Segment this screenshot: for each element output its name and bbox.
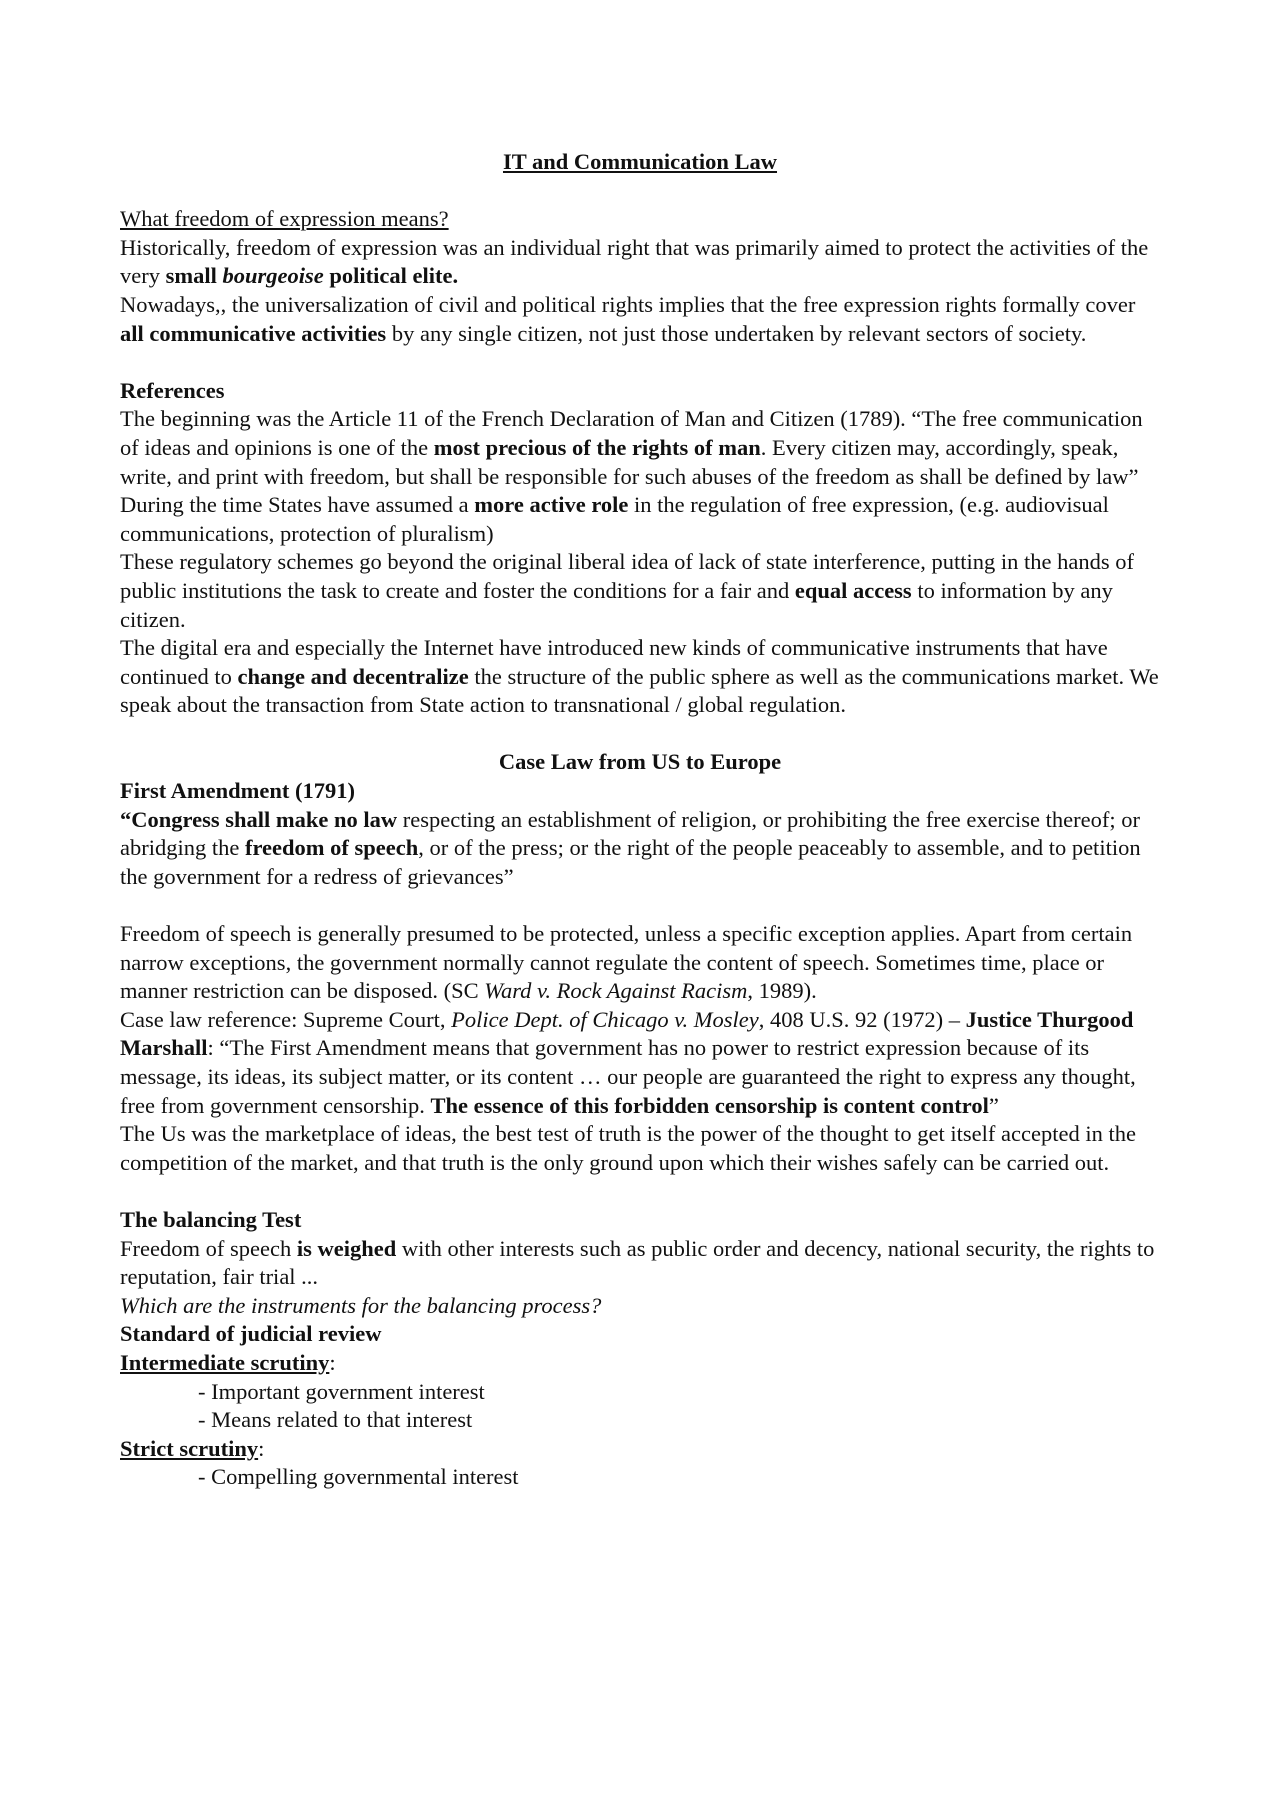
bold-run: Justice Thurgood Marshall (120, 1006, 1134, 1061)
text-run: the structure of the public sphere as well as the communications market. We speak about the transaction from State action to transnational / global regulation. (120, 663, 1159, 718)
bold-run: change and decentralize (237, 663, 469, 689)
bold-run: small (165, 263, 223, 289)
list-item: - Compelling governmental interest (198, 1464, 519, 1490)
paragraph-nowadays (120, 291, 1160, 348)
document-title: IT and Communication Law (502, 149, 778, 174)
section-heading-references: References (120, 377, 225, 403)
text-run: by any single citizen, not just those undertaken by relevant sectors of society. (386, 320, 1087, 346)
paragraph-case-law-reference (120, 1006, 1160, 1120)
text-run: Freedom of speech is generally presumed to be protected, unless a specific exception applies. Apart from certain narrow exceptions, the government normally cannot regulate the content of speech. Sometimes time, place or manner restriction can be disposed. (SC (120, 921, 1133, 1004)
text-run: The digital era and especially the Internet have introduced new kinds of communicative instruments that have continued to (120, 635, 1108, 689)
text-run: Historically, freedom of expression was an individual right that was primarily aimed to protect the activities of the very (120, 234, 1149, 289)
label-strict-scrutiny (120, 1435, 1160, 1464)
italic-run: Police Dept. of Chicago v. Mosley (451, 1006, 759, 1032)
text-run: The beginning was the Article 11 of the French Declaration of Man and Citizen (1789). “The free communication of ideas and opinions is one of the (120, 406, 1143, 460)
section-heading-freedom: What freedom of expression means? (120, 206, 449, 232)
section-heading-balancing-test: The balancing Test (120, 1206, 302, 1232)
text-run: respecting an establishment of religion, or prohibiting the free exercise thereof; or abridging the (120, 806, 1140, 861)
spacer (120, 891, 1160, 920)
text-run: : (258, 1435, 265, 1461)
paragraph-freedom-of-speech (120, 920, 1160, 1006)
bold-run: freedom of speech (244, 835, 419, 861)
label-intermediate-scrutiny (120, 1349, 1160, 1378)
text-run: : (329, 1349, 336, 1375)
spacer (120, 1177, 1160, 1206)
text-run: Freedom of speech (120, 1235, 297, 1261)
text-run: . Every citizen may, accordingly, speak, write, and print with freedom, but shall be responsible for such abuses of the freedom as shall be defined by law” (120, 434, 1139, 489)
bold-run: all communicative activities (120, 320, 387, 346)
bold-run: most precious of the rights of man (433, 434, 761, 460)
subheading-standard-review: Standard of judicial review (120, 1321, 382, 1347)
bold-run: The essence of this forbidden censorship is content control (430, 1092, 989, 1118)
list-item: - Means related to that interest (198, 1407, 473, 1433)
paragraph-digital-era (120, 634, 1160, 720)
italic-run: Ward v. Rock Against Racism (484, 978, 748, 1004)
text-run: , 1989). (747, 978, 817, 1004)
text-run: These regulatory schemes go beyond the original liberal idea of lack of state interference, putting in the hands of public institutions the task to create and foster the conditions for a fair and (120, 549, 1135, 603)
bold-underline-run: Strict scrutiny (120, 1435, 259, 1461)
paragraph-first-amendment-quote (120, 806, 1160, 892)
spacer (120, 348, 1160, 377)
text-run: Nowadays,, the universalization of civil and political rights implies that the free expression rights formally cover (120, 291, 1136, 317)
paragraph-active-role (120, 491, 1160, 548)
bold-run: is weighed (296, 1235, 397, 1261)
bold-run: more active role (474, 492, 629, 518)
text-run: , or of the press; or the right of the people peaceably to assemble, and to petition the government for a redress of grievances” (120, 835, 1141, 889)
bold-italic-run: bourgeoise (222, 263, 324, 289)
list-item: - Important government interest (198, 1378, 485, 1404)
paragraph-historically (120, 234, 1160, 291)
paragraph-weighed (120, 1235, 1160, 1292)
paragraph-marketplace-of-ideas: The Us was the marketplace of ideas, the best test of truth is the power of the thought to get itself accepted in the competition of the market, and that truth is the only ground upon which their wishes safely can be carried out. (120, 1121, 1136, 1175)
text-run: to information by any citizen. (120, 577, 1113, 632)
bold-run: political elite. (323, 263, 459, 289)
bold-underline-run: Intermediate scrutiny (120, 1349, 330, 1375)
question-balancing-instruments: Which are the instruments for the balancing process? (120, 1292, 602, 1318)
text-run: During the time States have assumed a (120, 492, 475, 518)
text-run: ” (988, 1092, 999, 1118)
paragraph-regulatory-schemes (120, 548, 1160, 634)
subheading-first-amendment: First Amendment (1791) (120, 778, 355, 804)
text-run: , 408 U.S. 92 (1972) – (758, 1006, 966, 1032)
bold-run: “Congress shall make no law (120, 806, 398, 832)
section-heading-case-law: Case Law from US to Europe (498, 749, 782, 775)
text-run: Case law reference: Supreme Court, (120, 1006, 452, 1032)
text-run: : “The First Amendment means that government has no power to restrict expression because of its message, its ideas, its subject matter, or its content … our people are guaranteed the right to express any thought, free from government censorship. (120, 1035, 1136, 1118)
text-run: with other interests such as public order and decency, national security, the rights to reputation, fair trial ... (120, 1235, 1155, 1290)
paragraph-article-11 (120, 405, 1160, 491)
spacer (120, 720, 1160, 749)
bold-run: equal access (794, 577, 912, 603)
text-run: in the regulation of free expression, (e.g. audiovisual communications, protection of pluralism) (120, 492, 1109, 546)
